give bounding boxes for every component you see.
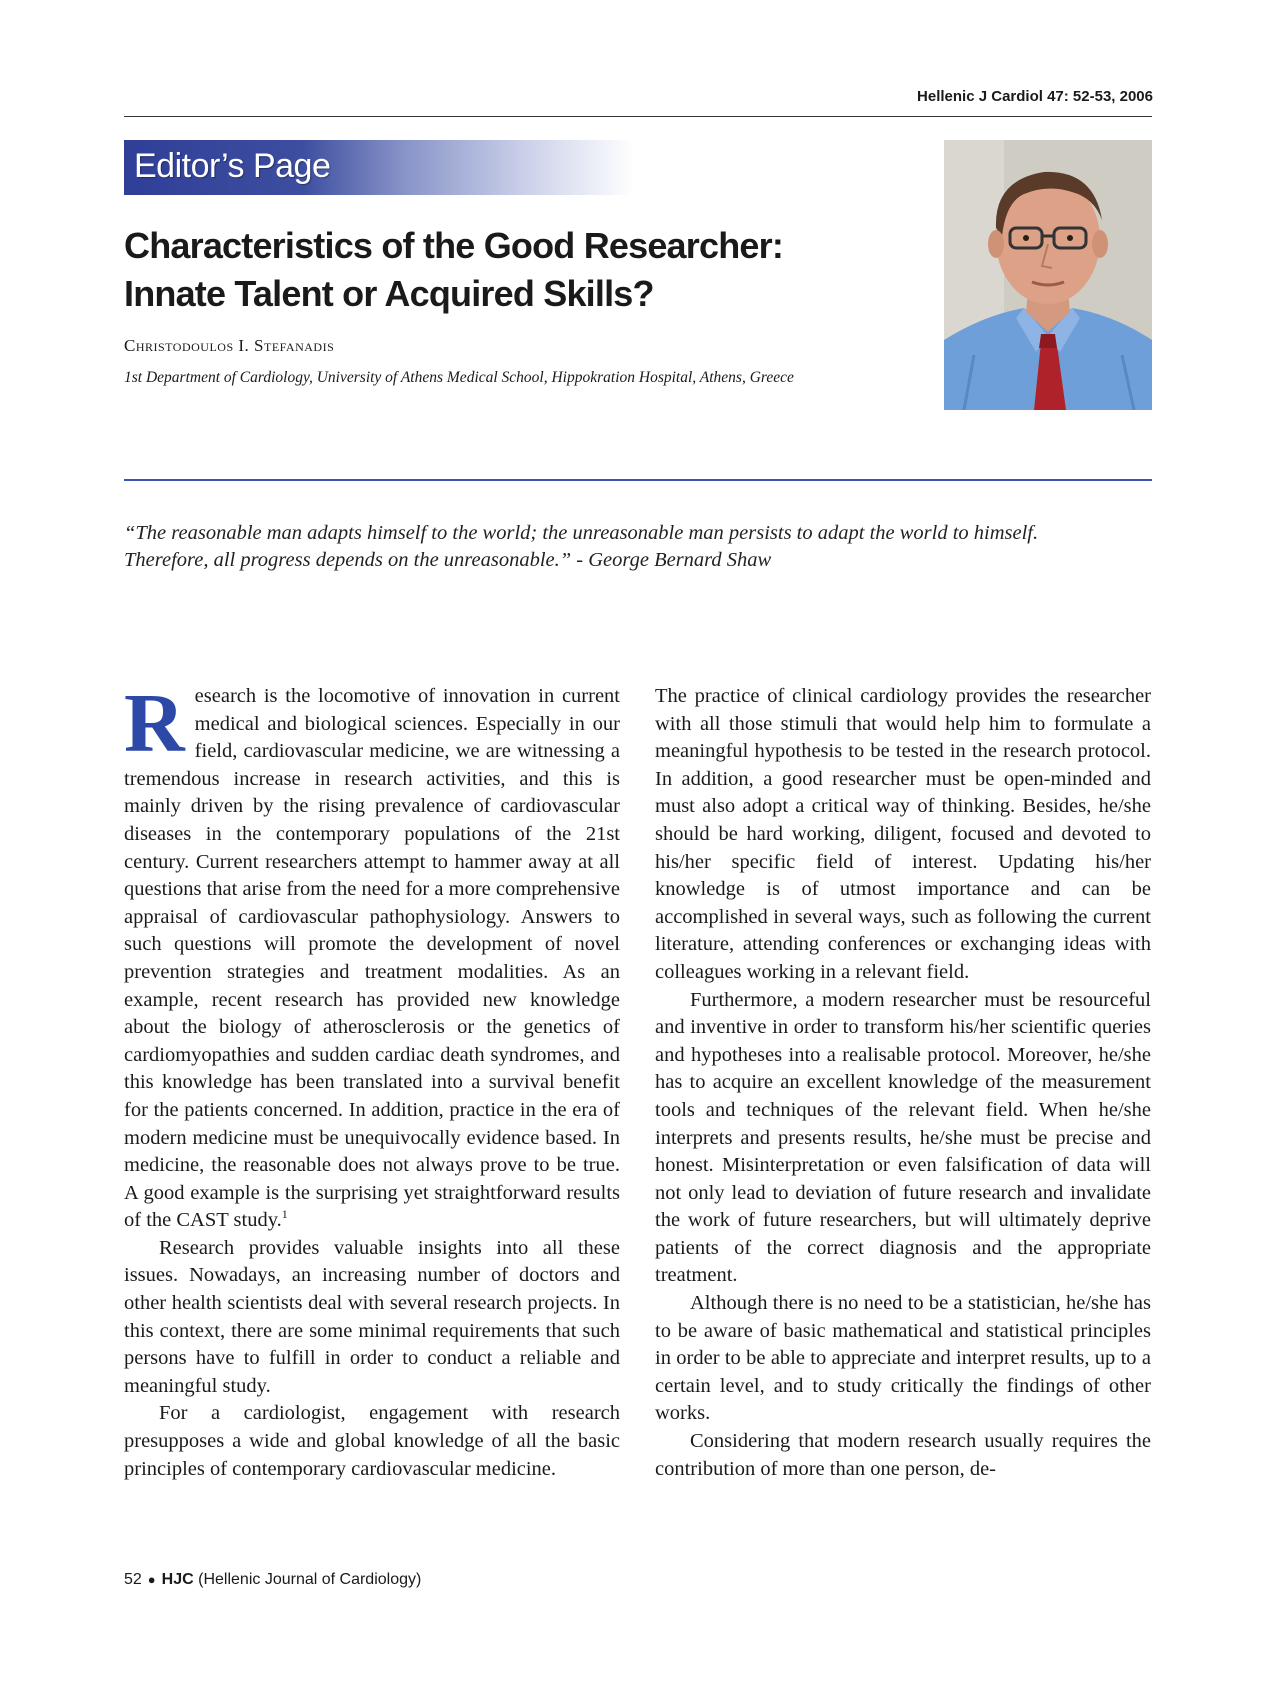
epigraph-line-2: Therefore, all progress depends on the unreasonable.” - George Bernard Shaw [124, 549, 772, 571]
epigraph-divider [124, 479, 1152, 481]
epigraph-line-1: “The reasonable man adapts himself to the world; the unreasonable man persists to adapt the world to himself. [124, 522, 1039, 544]
title-line-1: Characteristics of the Good Researcher: [124, 225, 784, 266]
body-column-left [124, 677, 620, 1483]
article-title [124, 222, 824, 318]
paragraph: For a cardiologist, engagement with research presupposes a wide and global knowledge of all the basic principles of contemporary cardiovascular medicine. [124, 1402, 620, 1480]
author-affiliation: 1st Department of Cardiology, University of Athens Medical School, Hippokration Hospital, Athens, Greece [124, 369, 794, 386]
body-column-right [655, 683, 1151, 1483]
author-name: Christodoulos I. Stefanadis [124, 336, 335, 355]
journal-name: (Hellenic Journal of Cardiology) [198, 1571, 422, 1588]
page-footer [124, 1571, 421, 1589]
author-portrait [944, 140, 1152, 410]
paragraph [124, 677, 620, 1235]
title-line-2: Innate Talent or Acquired Skills? [124, 273, 654, 314]
paragraph-text: esearch is the locomotive of innovation in current medical and biological sciences. Especially in our field, cardiovascular medicine, we are witnessing a tremendous increase in research activities, and this is mainly driven by the rising prevalence of cardiovascular diseases in the contemporary populations of the 21st century. Current researchers attempt to hammer away at all questions that arise from the need for a more comprehensive appraisal of cardiovascular pathophysiology. Answers to such questions will promote the development of novel prevention strategies and treatment modalities. As an example, recent research has provided new knowledge about the biology of atherosclerosis or the genetics of cardiomyopathies and sudden cardiac death syndromes, and this knowledge has been translated into a survival benefit for the patients concerned. In addition, practice in the era of modern medicine must be unequivocally evidence based. In medicine, the reasonable does not always prove to be true. A good example is the surprising yet straightforward results of the CAST study. [124, 685, 620, 1232]
header-divider [124, 116, 1152, 117]
citation-ref: 1 [281, 1207, 288, 1222]
section-banner [124, 140, 634, 195]
paragraph: Considering that modern research usually requires the contribution of more than one person, de- [655, 1430, 1151, 1480]
page-number: 52 [124, 1571, 142, 1588]
journal-reference: Hellenic J Cardiol 47: 52-53, 2006 [917, 88, 1153, 105]
bullet-icon: ● [147, 1572, 156, 1587]
drop-cap: R [124, 677, 185, 770]
section-label: Editor’s Page [134, 147, 331, 185]
paragraph: Although there is no need to be a statistician, he/she has to be aware of basic mathematical and statistical principles in order to be able to appreciate and interpret results, up to a certain level, and to study critically the findings of other works. [655, 1292, 1151, 1425]
paragraph: Furthermore, a modern researcher must be resourceful and inventive in order to transform his/her scientific queries and hypotheses into a realisable protocol. Moreover, he/she has to acquire an excellent knowledge of the measurement tools and techniques of the relevant field. When he/she interprets and presents results, he/she must be precise and honest. Misinterpretation or even falsification of data will not only lead to deviation of future research and invalidate the work of future researchers, but will ultimately deprive patients of the correct diagnosis and the appropriate treatment. [655, 988, 1151, 1287]
portrait-illustration [944, 140, 1152, 410]
paragraph: Research provides valuable insights into all these issues. Nowadays, an increasing number of doctors and other health scientists deal with several research projects. In this context, there are some minimal requirements that such persons have to fulfill in order to conduct a reliable and meaningful study. [124, 1236, 620, 1397]
epigraph [124, 520, 1164, 574]
journal-abbreviation: HJC [161, 1571, 194, 1588]
paragraph: The practice of clinical cardiology provides the researcher with all those stimuli that would help him to formulate a meaningful hypothesis to be tested in the research protocol. In addition, a good researcher must be open-minded and must also adopt a critical way of thinking. Besides, he/she should be hard working, diligent, focused and devoted to his/her specific field of interest. Updating his/her knowledge is of utmost importance and can be accomplished in several ways, such as following the current literature, attending conferences or exchanging ideas with colleagues working in a relevant field. [655, 685, 1151, 983]
